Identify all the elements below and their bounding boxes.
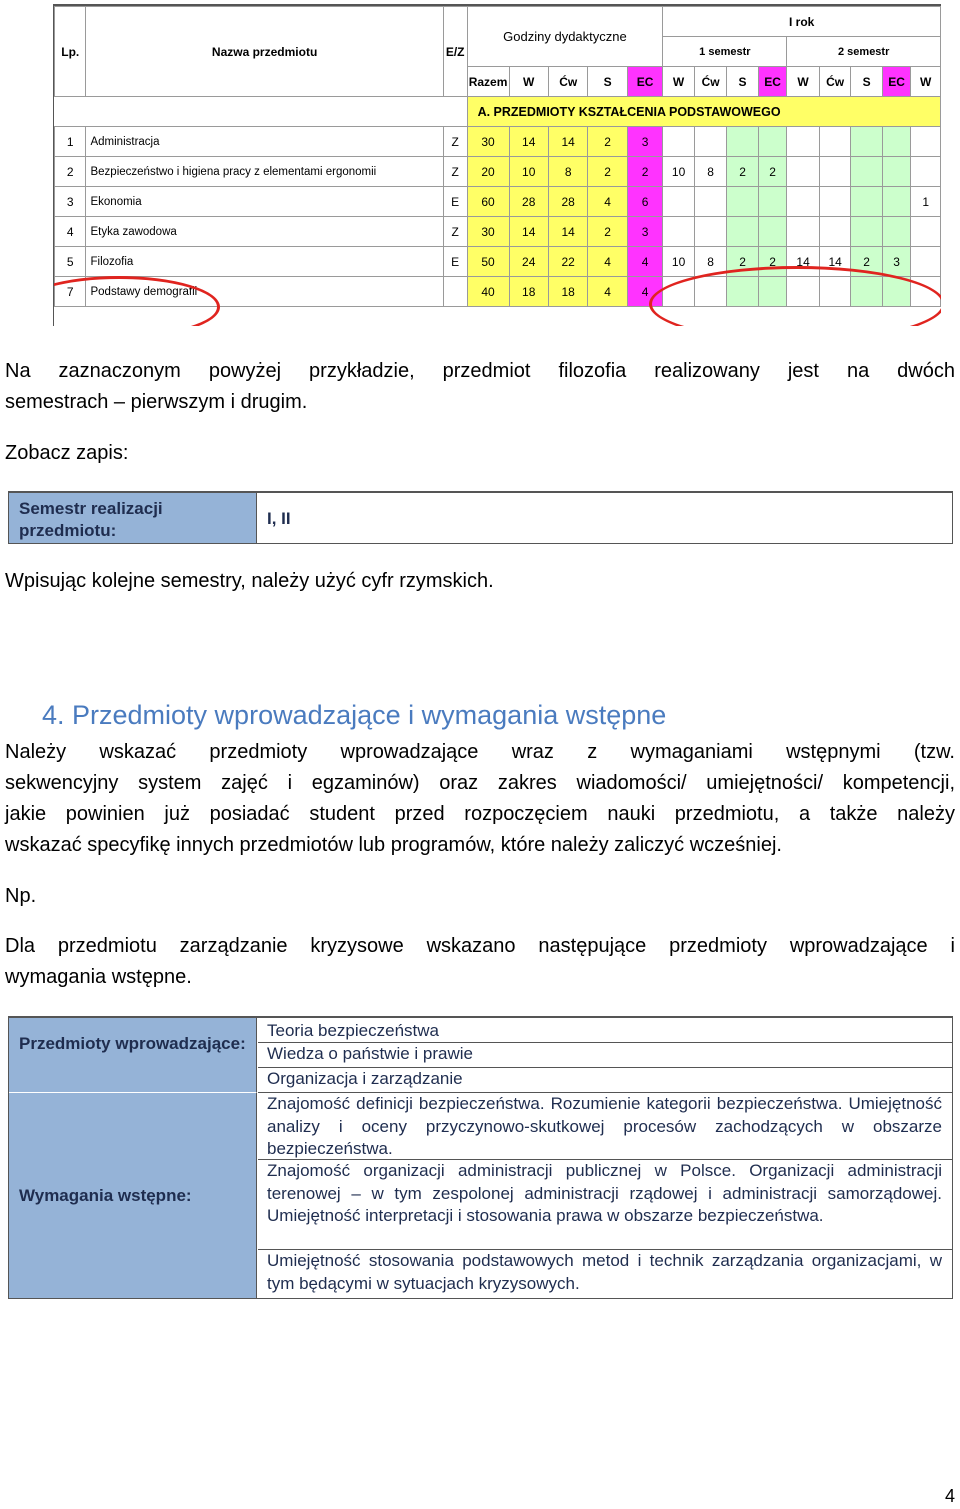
- intro-subject-item: Organizacja i zarządzanie: [258, 1068, 952, 1093]
- subheader-cell: Ćw: [819, 67, 851, 97]
- row-ez: E: [443, 187, 467, 217]
- row-lp: 2: [55, 157, 86, 187]
- row-subject-name: Podstawy demografii: [86, 277, 443, 307]
- table-row: [55, 127, 941, 157]
- row-hours-cell: 4: [588, 277, 627, 307]
- paragraph-filozofia-l1: Na zaznaczonym powyżej przykładzie, przedmiot filozofia realizowany jest na dwóch: [5, 360, 955, 382]
- header-sem2: 2 semestr: [787, 37, 941, 67]
- row-subject-name: Filozofia: [86, 247, 443, 277]
- row-hours-cell: 14: [509, 127, 548, 157]
- row-subject-name: Administracja: [86, 127, 443, 157]
- row-hours-cell: [911, 247, 941, 277]
- paragraph-intro-l1: Należy wskazać przedmioty wprowadzające wraz z wymaganiami wstępnymi (tzw.: [5, 741, 955, 763]
- row-hours-cell: 4: [627, 277, 663, 307]
- semester-box: [8, 491, 953, 544]
- row-hours-cell: [663, 277, 694, 307]
- subheader-cell: W: [509, 67, 548, 97]
- row-hours-cell: 60: [467, 187, 509, 217]
- row-hours-cell: 2: [727, 157, 758, 187]
- row-hours-cell: [851, 277, 882, 307]
- row-hours-cell: 1: [911, 187, 941, 217]
- row-hours-cell: 8: [694, 157, 727, 187]
- row-hours-cell: 20: [467, 157, 509, 187]
- semester-value: I, II: [267, 509, 291, 528]
- paragraph-filozofia-l2: semestrach – pierwszym i drugim.: [5, 391, 308, 413]
- row-hours-cell: 3: [627, 127, 663, 157]
- paragraph-intro-l2: sekwencyjny system zajęć i egzaminów) oraz zakres wiadomości/ umiejętności/ kompetencji,: [5, 772, 955, 794]
- row-hours-cell: [851, 127, 882, 157]
- row-subject-name: Ekonomia: [86, 187, 443, 217]
- header-sem1: 1 semestr: [663, 37, 787, 67]
- requirement-item: Znajomość organizacji administracji publicznej w Polsce. Organizacji administracji terenowej – w tym zespolonej administracji rządowej i administracji samorządowej. Umiejętność interpretacji i stosowania prawa w obszarze bezpieczeństwa.: [258, 1160, 952, 1250]
- row-hours-cell: 4: [627, 247, 663, 277]
- row-hours-cell: 14: [819, 247, 851, 277]
- subheader-cell: Razem: [467, 67, 509, 97]
- row-hours-cell: [787, 217, 819, 247]
- row-lp: 1: [55, 127, 86, 157]
- row-ez: [443, 277, 467, 307]
- row-ez: E: [443, 247, 467, 277]
- row-hours-cell: [727, 217, 758, 247]
- row-hours-cell: 6: [627, 187, 663, 217]
- row-hours-cell: 18: [548, 277, 588, 307]
- row-hours-cell: [694, 127, 727, 157]
- section-heading: 4. Przedmioty wprowadzające i wymagania wstępne: [42, 700, 667, 730]
- row-hours-cell: [851, 187, 882, 217]
- subheader-cell: W: [787, 67, 819, 97]
- row-hours-cell: [787, 187, 819, 217]
- subheader-cell: Ćw: [694, 67, 727, 97]
- schedule-table: [54, 6, 941, 307]
- row-hours-cell: [727, 187, 758, 217]
- row-hours-cell: 22: [548, 247, 588, 277]
- header-hours: Godziny dydaktyczne: [467, 7, 663, 67]
- header-subject-name: Nazwa przedmiotu: [86, 7, 443, 97]
- header-ez: E/Z: [443, 7, 467, 97]
- subheader-cell: S: [727, 67, 758, 97]
- row-hours-cell: [851, 157, 882, 187]
- row-hours-cell: 28: [548, 187, 588, 217]
- row-hours-cell: [727, 277, 758, 307]
- subheader-cell: EC: [882, 67, 911, 97]
- row-hours-cell: [882, 277, 911, 307]
- row-hours-cell: 50: [467, 247, 509, 277]
- prerequisites-box: [8, 1016, 953, 1299]
- row-ez: Z: [443, 217, 467, 247]
- row-hours-cell: 30: [467, 217, 509, 247]
- row-hours-cell: 3: [627, 217, 663, 247]
- row-hours-cell: 10: [663, 247, 694, 277]
- row-hours-cell: [911, 217, 941, 247]
- row-hours-cell: 14: [509, 217, 548, 247]
- subheader-cell: Ćw: [548, 67, 588, 97]
- row-hours-cell: [882, 127, 911, 157]
- row-lp: 4: [55, 217, 86, 247]
- row-hours-cell: [787, 157, 819, 187]
- subheader-cell: S: [851, 67, 882, 97]
- semester-label: Semestr realizacji przedmiotu:: [9, 493, 257, 543]
- table-row: [55, 217, 941, 247]
- row-subject-name: Etyka zawodowa: [86, 217, 443, 247]
- row-hours-cell: [819, 217, 851, 247]
- subheader-cell: W: [663, 67, 694, 97]
- intro-subject-item: Wiedza o państwie i prawie: [258, 1043, 952, 1068]
- row-hours-cell: 2: [588, 127, 627, 157]
- row-hours-cell: [911, 127, 941, 157]
- row-hours-cell: [727, 127, 758, 157]
- row-hours-cell: 2: [727, 247, 758, 277]
- page-number: 4: [944, 1486, 955, 1506]
- row-hours-cell: [663, 217, 694, 247]
- row-hours-cell: 8: [694, 247, 727, 277]
- row-lp: 5: [55, 247, 86, 277]
- row-hours-cell: [819, 277, 851, 307]
- subheader-cell: EC: [758, 67, 787, 97]
- row-hours-cell: [758, 187, 787, 217]
- row-hours-cell: 24: [509, 247, 548, 277]
- requirement-item: Znajomość definicji bezpieczeństwa. Rozumienie kategorii bezpieczeństwa. Umiejętność analizy i oceny przyczynowo-skutkowej procesów zachodzących w obszarze bezpieczeństwa.: [258, 1093, 952, 1160]
- row-hours-cell: [787, 127, 819, 157]
- row-hours-cell: 2: [758, 247, 787, 277]
- row-hours-cell: [663, 187, 694, 217]
- schedule-table-excerpt: [53, 4, 941, 326]
- row-hours-cell: [882, 187, 911, 217]
- header-year: I rok: [663, 7, 941, 37]
- requirement-item: Umiejętność stosowania podstawowych metod i technik zarządzania organizacjami, w tym będącymi w sytuacjach kryzysowych.: [267, 1251, 942, 1293]
- row-hours-cell: [694, 217, 727, 247]
- paragraph-roman-numerals: Wpisując kolejne semestry, należy użyć cyfr rzymskich.: [5, 570, 494, 592]
- row-hours-cell: 14: [787, 247, 819, 277]
- row-hours-cell: [758, 277, 787, 307]
- table-row: [55, 157, 941, 187]
- requirements-label: [9, 1093, 257, 1298]
- row-hours-cell: 28: [509, 187, 548, 217]
- header-lp: Lp.: [55, 7, 86, 97]
- requirements-label-text: Wymagania wstępne:: [19, 1185, 192, 1205]
- row-hours-cell: [882, 217, 911, 247]
- row-hours-cell: 4: [588, 187, 627, 217]
- row-hours-cell: 4: [588, 247, 627, 277]
- row-hours-cell: [758, 217, 787, 247]
- row-hours-cell: [911, 157, 941, 187]
- table-row: [55, 187, 941, 217]
- row-lp: 7: [55, 277, 86, 307]
- row-hours-cell: [758, 127, 787, 157]
- row-hours-cell: 30: [467, 127, 509, 157]
- row-hours-cell: [694, 277, 727, 307]
- row-hours-cell: [819, 187, 851, 217]
- row-ez: Z: [443, 157, 467, 187]
- paragraph-intro-l4: wskazać specyfikę innych przedmiotów lub programów, które należy zaliczyć wcześniej.: [5, 834, 782, 856]
- row-hours-cell: 2: [588, 157, 627, 187]
- row-hours-cell: 2: [588, 217, 627, 247]
- intro-subjects-label: Przedmioty wprowadzające:: [9, 1018, 257, 1093]
- paragraph-intro-l3: jakie powinien już posiadać student przed rozpoczęciem nauki przedmiotu, a także należy: [5, 803, 955, 825]
- row-hours-cell: [882, 157, 911, 187]
- row-ez: Z: [443, 127, 467, 157]
- row-hours-cell: 2: [851, 247, 882, 277]
- subheader-cell: EC: [627, 67, 663, 97]
- table-row: [55, 277, 941, 307]
- paragraph-zobacz: Zobacz zapis:: [5, 442, 129, 464]
- row-hours-cell: [851, 217, 882, 247]
- row-subject-name: Bezpieczeństwo i higiena pracy z elementami ergonomii: [86, 157, 443, 187]
- row-hours-cell: 14: [548, 217, 588, 247]
- row-hours-cell: [787, 277, 819, 307]
- row-hours-cell: [911, 277, 941, 307]
- row-hours-cell: 8: [548, 157, 588, 187]
- row-hours-cell: 10: [663, 157, 694, 187]
- row-lp: 3: [55, 187, 86, 217]
- row-hours-cell: 10: [509, 157, 548, 187]
- row-hours-cell: 40: [467, 277, 509, 307]
- subheader-cell: W: [911, 67, 941, 97]
- paragraph-np: Np.: [5, 885, 37, 907]
- row-hours-cell: [663, 127, 694, 157]
- intro-subject-item: Teoria bezpieczeństwa: [258, 1020, 952, 1043]
- row-hours-cell: [819, 127, 851, 157]
- section-title: A. PRZEDMIOTY KSZTAŁCENIA PODSTAWOWEGO: [467, 97, 940, 127]
- row-hours-cell: 2: [627, 157, 663, 187]
- paragraph-example-l2: wymagania wstępne.: [5, 966, 192, 988]
- subheader-cell: S: [588, 67, 627, 97]
- row-hours-cell: 3: [882, 247, 911, 277]
- row-hours-cell: [694, 187, 727, 217]
- row-hours-cell: 18: [509, 277, 548, 307]
- table-row: [55, 247, 941, 277]
- row-hours-cell: 14: [548, 127, 588, 157]
- row-hours-cell: [819, 157, 851, 187]
- row-hours-cell: 2: [758, 157, 787, 187]
- paragraph-example-l1: Dla przedmiotu zarządzanie kryzysowe wskazano następujące przedmioty wprowadzające i: [5, 935, 955, 957]
